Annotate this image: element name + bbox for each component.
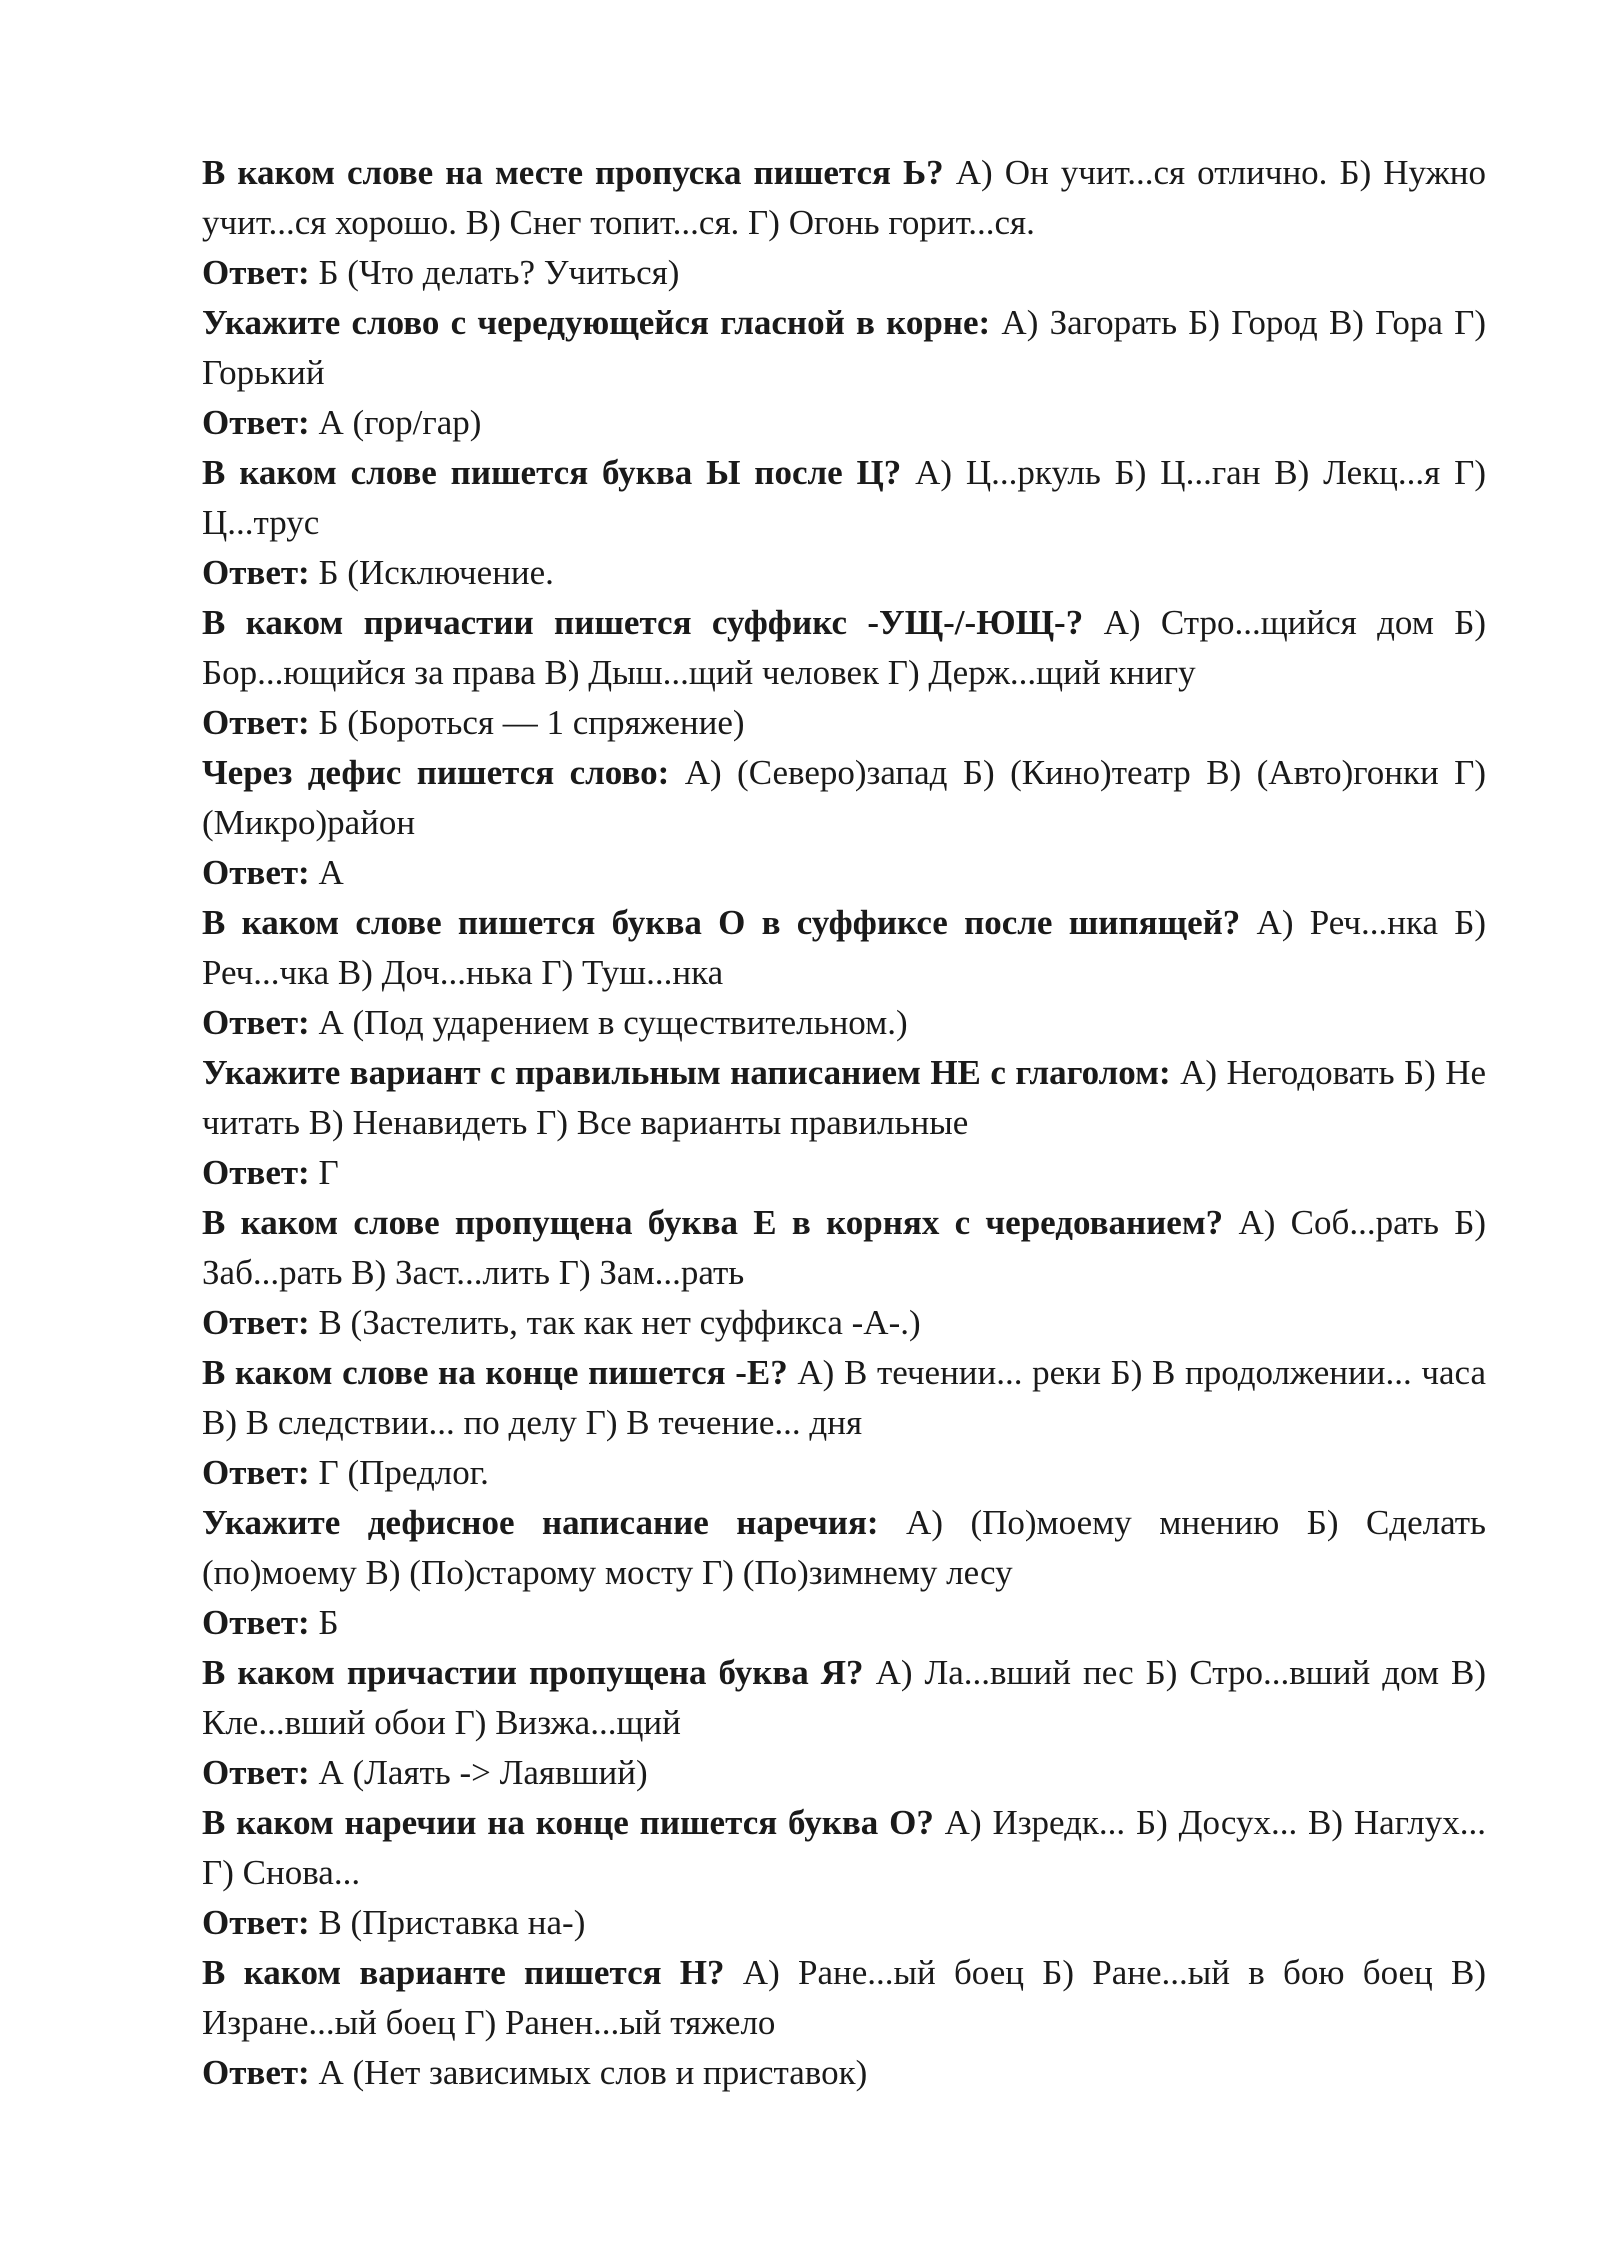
answer-text: Б (Исключение. [318,553,554,592]
answer-text: А (гор/гар) [318,403,482,442]
question-options: А) Ц...ркуль Б) Ц...ган В) Лекц...я Г) Ц...трус [202,453,1486,542]
answer-1 [202,248,1486,298]
question-13 [202,1948,1486,2048]
answer-2 [202,398,1486,448]
answer-label: Ответ: [202,1303,310,1342]
answer-3 [202,548,1486,598]
question-6 [202,898,1486,998]
answer-label: Ответ: [202,253,310,292]
document-page [202,148,1486,2098]
answer-label: Ответ: [202,1903,310,1942]
question-4 [202,598,1486,698]
question-options: А) Загорать Б) Город В) Гора Г) Горький [202,303,1487,392]
question-options: А) (По)моему мнению Б) Сделать (по)моему В) (По)старому мосту Г) (По)зимнему лесу [202,1503,1487,1592]
answer-text: А (Лаять -> Лаявший) [318,1753,648,1792]
answer-label: Ответ: [202,1153,310,1192]
answer-12 [202,1898,1486,1948]
question-text: Укажите вариант с правильным написанием НЕ с глаголом: [202,1053,1171,1092]
answer-text: Б (Бороться — 1 спряжение) [318,703,745,742]
question-options: А) (Северо)запад Б) (Кино)театр В) (Авто)гонки Г) (Микро)район [202,753,1486,842]
question-7 [202,1048,1486,1148]
question-3 [202,448,1486,548]
answer-text: Г [318,1153,339,1192]
answer-label: Ответ: [202,1753,310,1792]
question-8 [202,1198,1486,1298]
question-options: А) Стро...щийся дом Б) Бор...ющийся за права В) Дыш...щий человек Г) Держ...щий книгу [202,603,1487,692]
answer-label: Ответ: [202,2053,310,2092]
question-options: А) В течении... реки Б) В продолжении... часа В) В следствии... по делу Г) В течение... дня [202,1353,1487,1442]
answer-text: А (Нет зависимых слов и приставок) [318,2053,868,2092]
question-text: Через дефис пишется слово: [202,753,670,792]
answer-4 [202,698,1486,748]
answer-text: А [318,853,344,892]
question-5 [202,748,1486,848]
answer-8 [202,1298,1486,1348]
answer-text: Б (Что делать? Учиться) [318,253,680,292]
answer-text: В (Приставка на-) [318,1903,586,1942]
answer-label: Ответ: [202,1603,310,1642]
answer-text: В (Застелить, так как нет суффикса -А-.) [318,1303,921,1342]
question-text: В каком причастии пишется суффикс -УЩ-/-ЮЩ-? [202,603,1084,642]
question-options: А) Он учит...ся отлично. Б) Нужно учит...ся хорошо. В) Снег топит...ся. Г) Огонь горит...ся. [202,153,1486,242]
question-text: В каком слове пропущена буква Е в корнях с чередованием? [202,1203,1224,1242]
question-options: А) Ране...ый боец Б) Ране...ый в бою боец В) Изране...ый боец Г) Ранен...ый тяжело [202,1953,1487,2042]
question-12 [202,1798,1486,1898]
answer-11 [202,1748,1486,1798]
answer-label: Ответ: [202,553,310,592]
question-text: В каком слове на месте пропуска пишется Ь? [202,153,944,192]
question-options: А) Реч...нка Б) Реч...чка В) Доч...нька Г) Туш...нка [202,903,1486,992]
question-11 [202,1648,1486,1748]
answer-10 [202,1598,1486,1648]
question-text: Укажите слово с чередующейся гласной в корне: [202,303,991,342]
question-text: В каком слове пишется буква О в суффиксе после шипящей? [202,903,1241,942]
answer-label: Ответ: [202,703,310,742]
answer-text: Г (Предлог. [318,1453,489,1492]
question-text: В каком наречии на конце пишется буква О? [202,1803,934,1842]
answer-6 [202,998,1486,1048]
question-text: В каком слове пишется буква Ы после Ц? [202,453,902,492]
answer-5 [202,848,1486,898]
answer-label: Ответ: [202,1453,310,1492]
question-text: В каком причастии пропущена буква Я? [202,1653,864,1692]
answer-7 [202,1148,1486,1198]
answer-13 [202,2048,1486,2098]
answer-text: Б [318,1603,339,1642]
question-options: А) Ла...вший пес Б) Стро...вший дом В) Кле...вший обои Г) Визжа...щий [202,1653,1487,1742]
question-text: Укажите дефисное написание наречия: [202,1503,879,1542]
question-9 [202,1348,1486,1448]
answer-9 [202,1448,1486,1498]
answer-text: А (Под ударением в существительном.) [318,1003,908,1042]
question-1 [202,148,1486,248]
question-2 [202,298,1486,398]
question-10 [202,1498,1486,1598]
question-options: А) Негодовать Б) Не читать В) Ненавидеть Г) Все варианты правильные [202,1053,1487,1142]
question-text: В каком варианте пишется Н? [202,1953,725,1992]
question-options: А) Соб...рать Б) Заб...рать В) Заст...лить Г) Зам...рать [202,1203,1486,1292]
answer-label: Ответ: [202,1003,310,1042]
answer-label: Ответ: [202,403,310,442]
question-text: В каком слове на конце пишется -Е? [202,1353,788,1392]
answer-label: Ответ: [202,853,310,892]
question-options: А) Изредк... Б) Досух... В) Наглух... Г) Снова... [202,1803,1486,1892]
